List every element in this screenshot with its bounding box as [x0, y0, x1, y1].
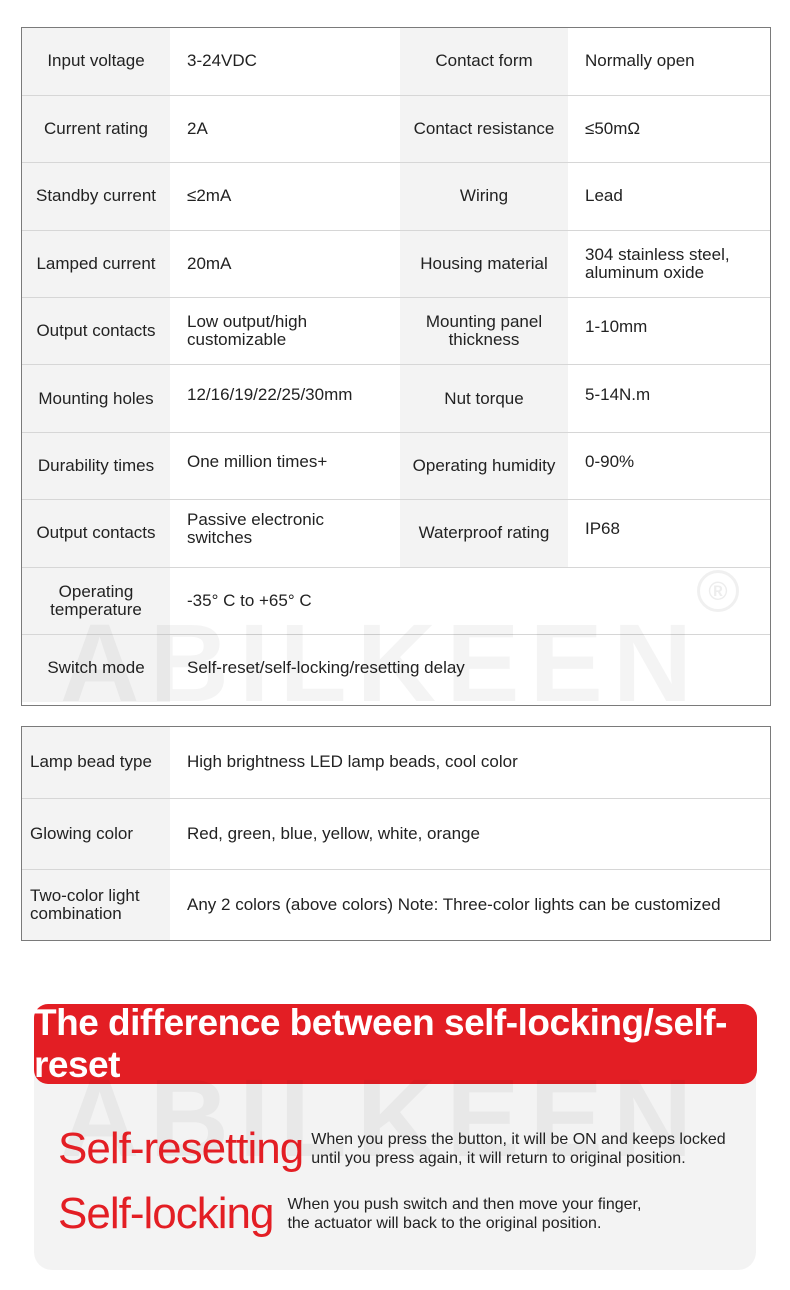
spec-value: Passive electronic switches [170, 500, 400, 567]
spec-label-line: Mounting panel [425, 312, 543, 332]
self-locking-definition [58, 1189, 641, 1239]
spec-label: Housing material [400, 230, 568, 297]
spec-value: Lead [568, 163, 770, 230]
table-row [22, 298, 770, 365]
spec-value: 0-90% [568, 432, 770, 499]
self-locking-description [287, 1195, 641, 1233]
spec-value: ≤2mA [170, 163, 400, 230]
spec-value: 20mA [170, 230, 400, 297]
spec-label: Output contacts [22, 500, 170, 567]
spec-label: Lamp bead type [22, 727, 170, 798]
spec-label-line: Operating [58, 581, 134, 601]
spec-value: ≤50mΩ [568, 95, 770, 162]
spec-value-line: customizable [187, 330, 287, 350]
spec-label: Standby current [22, 163, 170, 230]
table-row [22, 500, 770, 567]
table-row [22, 567, 770, 634]
spec-value: Any 2 colors (above colors) Note: Three-color lights can be customized [170, 869, 770, 940]
table-row [22, 635, 770, 702]
table-row [22, 869, 770, 940]
table-row [22, 727, 770, 798]
spec-value: One million times+ [170, 432, 400, 499]
self-resetting-definition [58, 1124, 726, 1174]
table-row [22, 365, 770, 432]
registered-mark-icon: ® [697, 570, 739, 612]
spec-label-line: thickness [448, 330, 520, 350]
description-line: When you push switch and then move your finger, [287, 1196, 642, 1213]
spec-label: Mounting holes [22, 365, 170, 432]
spec-label [400, 298, 568, 365]
table-row [22, 163, 770, 230]
spec-value-line: aluminum oxide [585, 262, 705, 282]
self-resetting-description [311, 1130, 725, 1168]
description-line: the actuator will back to the original position. [287, 1215, 602, 1232]
spec-value: 1-10mm [568, 298, 770, 365]
spec-label: Operating humidity [400, 432, 568, 499]
spec-value: Red, green, blue, yellow, white, orange [170, 798, 770, 869]
description-line: When you press the button, it will be ON and keeps locked [311, 1131, 726, 1148]
table-row [22, 798, 770, 869]
spec-label: Waterproof rating [400, 500, 568, 567]
spec-value-line: 304 stainless steel, [585, 244, 730, 264]
spec-value: 5-14N.m [568, 365, 770, 432]
spec-value [568, 230, 770, 297]
light-spec-table [22, 727, 770, 940]
table-row [22, 230, 770, 297]
table-row [22, 95, 770, 162]
spec-value: High brightness LED lamp beads, cool color [170, 727, 770, 798]
spec-value: IP68 [568, 500, 770, 567]
spec-value-line: Low output/high [187, 312, 308, 332]
spec-label: Contact form [400, 28, 568, 95]
spec-label: Durability times [22, 432, 170, 499]
spec-label: Current rating [22, 95, 170, 162]
table-row [22, 432, 770, 499]
spec-table [22, 28, 770, 702]
self-locking-term: Self-locking [58, 1189, 274, 1238]
spec-value: 2A [170, 95, 400, 162]
spec-label: Switch mode [22, 635, 170, 702]
spec-value: 3-24VDC [170, 28, 400, 95]
spec-label: Lamped current [22, 230, 170, 297]
self-resetting-term: Self-resetting [58, 1124, 304, 1173]
spec-label [22, 869, 170, 940]
spec-label: Contact resistance [400, 95, 568, 162]
spec-label: Nut torque [400, 365, 568, 432]
table-row [22, 28, 770, 95]
spec-value: Normally open [568, 28, 770, 95]
spec-label [22, 567, 170, 634]
spec-label-line: Two-color light [30, 885, 140, 905]
spec-label: Wiring [400, 163, 568, 230]
description-line: until you press again, it will return to original position. [311, 1150, 686, 1167]
spec-label: Input voltage [22, 28, 170, 95]
difference-banner: The difference between self-locking/self-reset [34, 1004, 757, 1084]
spec-label: Glowing color [22, 798, 170, 869]
spec-label-line: combination [30, 903, 122, 923]
spec-label-line: temperature [50, 599, 142, 619]
spec-value: 12/16/19/22/25/30mm [170, 365, 400, 432]
spec-value: -35° C to +65° C [170, 567, 770, 634]
spec-label: Output contacts [22, 298, 170, 365]
spec-value: Self-reset/self-locking/resetting delay [170, 635, 770, 702]
spec-value [170, 298, 400, 365]
